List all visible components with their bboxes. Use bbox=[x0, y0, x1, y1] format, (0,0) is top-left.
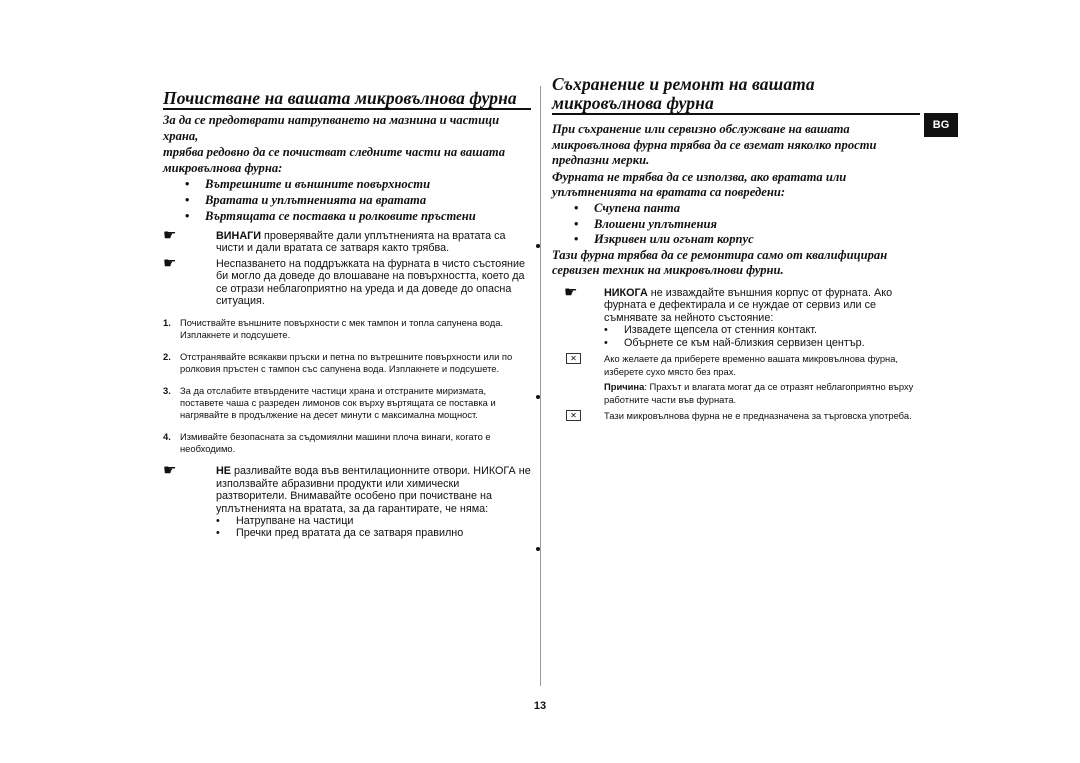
step-text: Отстранявайте всякакви пръски и петна по вътрешните повърхности или по ролковия пръстен с тампон със сапунена вода. Изплакнете и подсушете. bbox=[180, 351, 513, 375]
title-rule bbox=[552, 113, 920, 115]
pointing-hand-icon: ☛ bbox=[564, 283, 578, 301]
bullet-item: • Вътрешните и външните повърхности bbox=[163, 176, 531, 192]
step-number: 4. bbox=[163, 431, 171, 443]
step-number: 3. bbox=[163, 385, 171, 397]
cleaning-intro bbox=[163, 112, 531, 224]
cleaning-steps bbox=[163, 317, 531, 455]
note-envelope-icon: ✕ bbox=[566, 410, 581, 421]
bullet-item: • Счупена панта bbox=[552, 201, 920, 217]
warning-item bbox=[564, 283, 920, 349]
step-item bbox=[163, 385, 531, 421]
storage-intro bbox=[552, 122, 920, 279]
step-number: 1. bbox=[163, 317, 171, 329]
warning-item bbox=[163, 462, 531, 540]
note-text: Неспазването на поддръжката на фурната в чисто състояние би могло да доведе до влошаване на повърхността, което да се отрази неблагоприятно на уреда и да доведе до опасна ситуация. bbox=[216, 257, 526, 308]
page-number: 13 bbox=[533, 700, 547, 712]
pointing-hand-icon: ☛ bbox=[163, 462, 177, 480]
warning-bold: НИКОГА bbox=[604, 286, 648, 299]
storage-title: Съхранение и ремонт на вашата микровълнова фурна bbox=[552, 74, 815, 113]
pointing-hand-icon: ☛ bbox=[163, 227, 177, 244]
warning-bullet: • Натрупване на частици bbox=[216, 515, 531, 527]
warning-bullet: • Извадете щепсела от стенния контакт. bbox=[604, 324, 920, 336]
cleaning-warning bbox=[163, 462, 531, 540]
cleaning-title: Почистване на вашата микровълнова фурна bbox=[163, 88, 517, 108]
reason-text: : Прахът и влагата могат да се отразят неблагоприятно върху работните части във фурната. bbox=[604, 380, 914, 406]
bullet-item: • Въртящата се поставка и ролковите пръстени bbox=[163, 208, 531, 224]
bullet-item: • Изкривен или огънат корпус bbox=[552, 232, 920, 248]
note-text: Тази микровълнова фурна не е предназначена за търговска употреба. bbox=[604, 409, 912, 421]
storage-column bbox=[552, 75, 920, 422]
bullet-item: • Вратата и уплътненията на вратата bbox=[163, 192, 531, 208]
step-text: За да отслабите втвърдените частици храна и отстраните миризмата, поставете чаша с разреден лимонов сок върху въртящата се поставка и нагрявайте в продължение на десет минути с максимална мощност. bbox=[180, 385, 496, 421]
title-rule bbox=[163, 108, 531, 110]
intro-text: При съхранение или сервизно обслужване на вашата микровълнова фурна трябва да се вземат няколко прости предпазни мерки. bbox=[552, 122, 877, 168]
storage-warning bbox=[564, 283, 920, 349]
note-item bbox=[163, 254, 531, 308]
note-envelope-icon: ✕ bbox=[566, 353, 581, 364]
divider-dot bbox=[536, 244, 540, 248]
divider-dot bbox=[536, 395, 540, 399]
language-badge: BG bbox=[924, 113, 958, 137]
step-item bbox=[163, 317, 531, 341]
repair-text: Тази фурна трябва да се ремонтира само от квалифициран сервизен техник на микровълнови фурни. bbox=[552, 247, 888, 278]
cleaning-notes bbox=[163, 227, 531, 308]
step-text: Измивайте безопасната за съдомиялни машини плоча винаги, когато е необходимо. bbox=[180, 431, 491, 455]
intro-text: Фурната не трябва да се използва, ако вратата или уплътненията на вратата са повредени: bbox=[552, 169, 847, 200]
note-text: Ако желаете да приберете временно вашата микровълнова фурна, изберете сухо място без прах. bbox=[604, 352, 899, 378]
note-bold: ВИНАГИ bbox=[216, 230, 262, 242]
note-item bbox=[163, 227, 531, 255]
reason-label: Причина bbox=[604, 380, 645, 392]
pointing-hand-icon: ☛ bbox=[163, 254, 177, 272]
warning-bullet: • Пречки пред вратата да се затваря правилно bbox=[216, 527, 531, 539]
step-item bbox=[163, 431, 531, 455]
storage-notes bbox=[566, 352, 920, 422]
column-divider bbox=[540, 86, 541, 686]
step-text: Почиствайте външните повърхности с мек тампон и топла сапунена вода. Изплакнете и подсушете. bbox=[180, 317, 504, 341]
warning-text: разливайте вода във вентилационните отвори. НИКОГА не използвайте абразивни продукти или химически разтворители. Внимавайте особено при почистване на уплътненията на вратата, за да гарантирате, че няма: bbox=[216, 465, 531, 515]
step-number: 2. bbox=[163, 351, 171, 363]
note-item bbox=[566, 352, 920, 407]
warning-bullet: • Обърнете се към най-близкия сервизен център. bbox=[604, 337, 920, 349]
step-item bbox=[163, 351, 531, 375]
bullet-item: • Влошени уплътнения bbox=[552, 217, 920, 233]
note-item bbox=[566, 409, 920, 422]
warning-text: не изваждайте външния корпус от фурната. Ако фурната е дефектирала и се нуждае от сервиз или се съмнявате за нейното състояние: bbox=[604, 286, 893, 324]
cleaning-column bbox=[163, 89, 531, 540]
divider-dot bbox=[536, 547, 540, 551]
note-text: проверявайте дали уплътненията на вратата са чисти и дали вратата се затваря както трябва. bbox=[216, 230, 506, 255]
intro-line: микровълнова фурна: bbox=[163, 161, 283, 175]
warning-bold: НЕ bbox=[216, 465, 231, 478]
reason bbox=[604, 380, 920, 407]
intro-line: За да се предотврати натрупването на мазнина и частици храна, bbox=[163, 113, 500, 143]
intro-line: трябва редовно да се почистват следните части на вашата bbox=[163, 145, 506, 159]
